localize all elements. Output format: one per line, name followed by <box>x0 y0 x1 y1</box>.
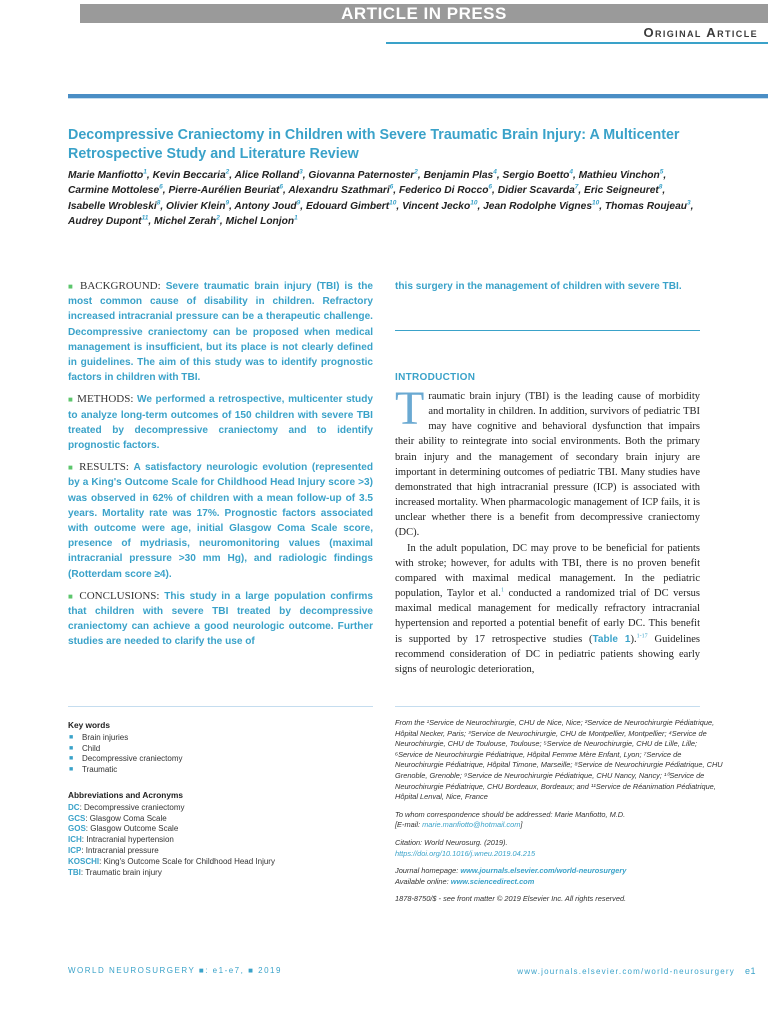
header-rule-shadow <box>68 98 768 99</box>
article-in-press-text: ARTICLE IN PRESS <box>341 4 507 23</box>
author-name: Michel Lonjon$^1$ <box>225 214 298 228</box>
keywords-panel <box>68 720 373 878</box>
results-label: ■ RESULTS: <box>68 461 129 474</box>
abbreviation-item: ICH: Intracranial hypertension <box>68 835 174 845</box>
author-name: Carmine Mottolese$^6$ <box>68 184 163 197</box>
author-name: Mathieu Vinchon$^5$ <box>578 168 664 181</box>
footer-url[interactable]: www.journals.elsevier.com/world-neurosurgery <box>517 967 735 976</box>
article-title: Decompressive Craniectomy in Children with Severe Traumatic Brain Injury: A Multicenter Retrospective Study and Literature Review <box>68 127 680 162</box>
affiliation-marker: 11 <box>141 214 149 222</box>
intro-paragraph-1: Traumatic brain injury (TBI) is the leading cause of morbidity and mortality in children. In addition, survivors of pediatric TBI may have cognitive and behavioral dysfunction that impairs their ability to reintegrate into social environments. Both the primary brain injury and the management of secondary brain injury are important in determining outcomes of pediatric TBI. Many studies have demonstrated that high intracranial pressure (ICP) is associated with increased mortality. When pharmacologic management of ICP fails, it is unclear whether there is a benefit from decompressive craniectomy (DC). <box>395 382 700 539</box>
email-link[interactable]: marie.manfiotto@hotmail.com <box>422 820 521 830</box>
background-text: Severe traumatic brain injury (TBI) is the most common cause of disability in children. Refractory increased intracranial pressure can be a therapeutic challenge. Decompressive craniectomy can be proposed when medical management is insufficient, but its place is not clearly defined in guidelines. The aim of this study was to identify prognostic factors in children with TBI. <box>68 281 373 384</box>
table-1-link[interactable]: Table 1 <box>592 633 631 645</box>
affiliation-marker: 3 <box>686 199 691 207</box>
affiliations-panel <box>395 718 725 912</box>
bullet-square-icon: ■ <box>69 733 74 741</box>
keyword-item: ■ Traumatic <box>69 765 118 775</box>
affiliation-marker: 6 <box>159 184 163 192</box>
section-rule <box>386 42 768 44</box>
bullet-square-icon: ■ <box>68 282 76 291</box>
affiliation-marker: 8 <box>658 184 663 192</box>
results-text: A satisfactory neurologic evolution (represented by a King's Outcome Scale for Childhood Head Injury score >3) was observed in 62% of children with a mean follow-up of 3.5 years. Mortality rate was 17%. Prognostic factors associated with outcome were age, initial Glasgow Coma Scale score, presence of mydriasis, neuromonitoring values (maximal intracranial pressure >30 mm Hg), and radiologic findings (Rotterdam score ≥4). <box>68 462 373 580</box>
footer-journal: WORLD NEUROSURGERY ■: e1-e7, ■ 2019 <box>68 966 282 975</box>
affiliation-marker: 6 <box>389 184 394 192</box>
keyword-item: ■ Brain injuries <box>69 732 129 742</box>
article-in-press-banner <box>80 4 768 23</box>
abbreviation-item: DC: Decompressive craniectomy <box>68 802 185 812</box>
bullet-square-icon: ■ <box>69 766 74 774</box>
abbreviations-heading: Abbreviations and Acronyms <box>68 789 183 800</box>
author-name: Didier Scavarda$^7$ <box>497 184 579 197</box>
background-label: ■ BACKGROUND: <box>68 280 161 292</box>
citation-ref[interactable]: 1-17 <box>636 633 648 639</box>
author-name: Michel Zerah$^2$ <box>154 214 220 228</box>
abstract-conclusions <box>68 589 373 650</box>
keyword-item: ■ Child <box>69 743 101 753</box>
affiliation-marker: 10 <box>389 199 397 207</box>
affiliation-marker: 2 <box>225 168 230 176</box>
author-name: Pierre-Aurélien Beuriat$^6$ <box>168 184 284 197</box>
conclusions-label: ■ CONCLUSIONS: <box>68 589 160 602</box>
author-name: Edouard Gimbert$^{10}$ <box>305 199 397 212</box>
affiliation-marker: 6 <box>488 184 493 192</box>
doi-link[interactable]: https://doi.org/10.1016/j.wneu.2019.04.215 <box>395 848 536 858</box>
keywords-heading: Key words <box>68 720 110 730</box>
conclusions-continued: this surgery in the management of children with severe TBI. <box>395 281 682 292</box>
bullet-square-icon: ■ <box>69 744 74 752</box>
abstract-background <box>68 279 373 385</box>
journal-links: Journal homepage: www.journals.elsevier.com/world-neurosurgery Available online: www.sciencedirect.com <box>395 866 627 886</box>
affiliation-marker: 7 <box>574 184 579 192</box>
abbreviation-item: TBI: Traumatic brain injury <box>68 867 162 877</box>
abstract-results <box>68 460 373 582</box>
drop-cap: T <box>395 382 425 435</box>
sciencedirect-link[interactable]: www.sciencedirect.com <box>450 876 535 886</box>
methods-text: We performed a retrospective, multicenter study to analyze long-term outcomes of 150 children with severe TBI treated by decompressive craniectomy and to identify prognostic factors. <box>68 394 373 452</box>
affiliation-marker: 5 <box>659 168 664 176</box>
author-name: Thomas Roujeau$^3$ <box>604 199 691 212</box>
journal-homepage-link[interactable]: www.journals.elsevier.com/world-neurosurgery <box>460 866 627 876</box>
author-name: Alice Rolland$^3$ <box>234 168 303 181</box>
affiliation-marker: 8 <box>156 199 161 207</box>
copyright: 1878-8750/$ - see front matter © 2019 Elsevier Inc. All rights reserved. <box>395 894 627 904</box>
front-matter-rule-left <box>68 706 373 707</box>
author-list: Marie Manfiotto$^1$, Kevin Beccaria$^2$, Alice Rolland$^3$, Giovanna Paternoster$^2$, Benjamin Plas$^4$, Sergio Boetto$^4$, Mathieu Vinchon$^5$, Carmine Mottolese$^6$, Pierre-Aurélien Beuriat$^6$, Alexandru Szathmari$^6$, Federico Di Rocco$^6$, Didier Scavarda$^7$, Eric Seigneuret$^8$, Isabelle Wrobleski$^8$, Olivier Klein$^9$, Antony Joud$^9$, Edouard Gimbert$^{10}$, Vincent Jecko$^{10}$, Jean Rodolphe Vignes$^{10}$, Thomas Roujeau$^3$, Audrey Dupont$^{11}$, Michel Zerah$^2$, Michel Lonjon$^1$ <box>68 168 694 228</box>
conclusions-text: This study in a large population confirms that children with severe TBI treated by decompressive craniectomy can achieve a good neurologic outcome. Further studies are needed to clarify the use of <box>68 590 373 648</box>
author-name: Sergio Boetto$^4$ <box>502 168 573 181</box>
introduction-body <box>395 382 700 677</box>
author-name: Vincent Jecko$^{10}$ <box>402 199 478 212</box>
bullet-square-icon: ■ <box>68 591 75 601</box>
author-name: Olivier Klein$^9$ <box>166 199 230 212</box>
affiliation-marker: 10 <box>470 199 478 207</box>
correspondence: To whom correspondence should be addressed: Marie Manfiotto, M.D. [E-mail: marie.manfiotto@hotmail.com] <box>395 809 626 830</box>
author-name: Benjamin Plas$^4$ <box>423 168 497 181</box>
affiliations-from: From the ¹Service de Neurochirurgie, CHU de Nice, Nice; ²Service de Neurochirurgie Pédiatrique, Hôpital Necker, Paris; ³Service de Neurochirurgie, CHU de Montpellier, Montpellier; ⁴Service de Neurochirurgie, CHU de Toulouse, Toulouse; ⁵Service de Neurochirurgie, CHU de Lille, Lille; ⁶Service de Neurochirurgie Pédiatrique, Hôpital Femme Mère Enfant, Lyon; ⁷Service de Neurochirurgie Pédiatrique, Hôpital Timone, Marseille; ⁸Service de Neurochirurgie Pédiatrique, CHU Grenoble, Grenoble; ⁹Service de Neurochirurgie Pédiatrique, CHU Nancy, Nancy; ¹⁰Service de Neurochirurgie Pédiatrique, CHU Bordeaux, Bordeaux; and ¹¹Service de Réanimation Pédiatrique, Hôpital Lenval, Nice, France <box>395 718 723 802</box>
author-name: Eric Seigneuret$^8$ <box>584 184 663 197</box>
methods-label: ■ METHODS: <box>68 393 134 406</box>
author-name: Jean Rodolphe Vignes$^{10}$ <box>483 199 600 212</box>
affiliation-marker: 4 <box>569 168 573 176</box>
abbreviations-list <box>68 803 373 879</box>
author-name: Giovanna Paternoster$^2$ <box>308 168 418 181</box>
author-name: Federico Di Rocco$^6$ <box>398 184 493 197</box>
affiliation-marker: 2 <box>414 168 418 176</box>
affiliation-marker: 9 <box>225 199 230 207</box>
citation: Citation: World Neurosurg. (2019). https://doi.org/10.1016/j.wneu.2019.04.215 <box>395 837 536 858</box>
affiliation-marker: 4 <box>493 168 497 176</box>
footer-right <box>517 966 756 976</box>
section-label: Original Article <box>643 25 758 40</box>
citation-ref[interactable]: 1 <box>500 587 504 594</box>
keyword-item: ■ Decompressive craniectomy <box>69 754 183 764</box>
page-number: e1 <box>744 966 756 976</box>
introduction-heading: INTRODUCTION <box>395 372 476 383</box>
abstract-end-rule <box>395 330 700 331</box>
abstract <box>68 279 373 657</box>
affiliation-marker: 6 <box>279 184 284 192</box>
abbreviation-item: GOS: Glasgow Outcome Scale <box>68 824 179 834</box>
front-matter-rule-right <box>395 706 700 707</box>
author-name: Alexandru Szathmari$^6$ <box>288 184 394 197</box>
author-name: Antony Joud$^9$ <box>234 199 301 212</box>
affiliation-marker: 10 <box>591 199 600 207</box>
affiliation-marker: 9 <box>296 199 301 207</box>
abbreviation-item: KOSCHI: King's Outcome Scale for Childhood Head Injury <box>68 856 275 866</box>
affiliation-marker: 3 <box>299 168 303 176</box>
author-name: Marie Manfiotto$^1$ <box>68 168 147 181</box>
keywords-list <box>68 733 373 776</box>
bullet-square-icon: ■ <box>69 755 74 763</box>
abbreviation-item: GCS: Glasgow Coma Scale <box>68 813 167 823</box>
bullet-square-icon: ■ <box>68 395 74 405</box>
abstract-methods <box>68 392 373 453</box>
bullet-square-icon: ■ <box>68 463 75 473</box>
affiliation-marker: 1 <box>294 214 298 222</box>
affiliation-marker: 1 <box>143 168 147 176</box>
author-name: Kevin Beccaria$^2$ <box>152 168 230 181</box>
intro-paragraph-2: In the adult population, DC may prove to be beneficial for patients with stroke; however, for adults with TBI, there is no proven benefit compared with maximal medical management. In the pediatric population, Taylor et al.$^1$ conducted a randomized trial of DC versus maximal medical management for medically refractory intracranial hypertension and reported a potential benefit of early DC. This benefit is supported by 17 retrospective studies (Table 1).$^{1-17}$ Guidelines recommend consideration of DC in pediatric patients showing early signs of neurologic deterioration, <box>395 542 700 675</box>
affiliation-marker: 2 <box>216 214 220 222</box>
author-name: Audrey Dupont$^{11}$ <box>68 214 149 228</box>
author-name: Isabelle Wrobleski$^8$ <box>68 199 161 212</box>
abbreviation-item: ICP: Intracranial pressure <box>68 845 159 855</box>
